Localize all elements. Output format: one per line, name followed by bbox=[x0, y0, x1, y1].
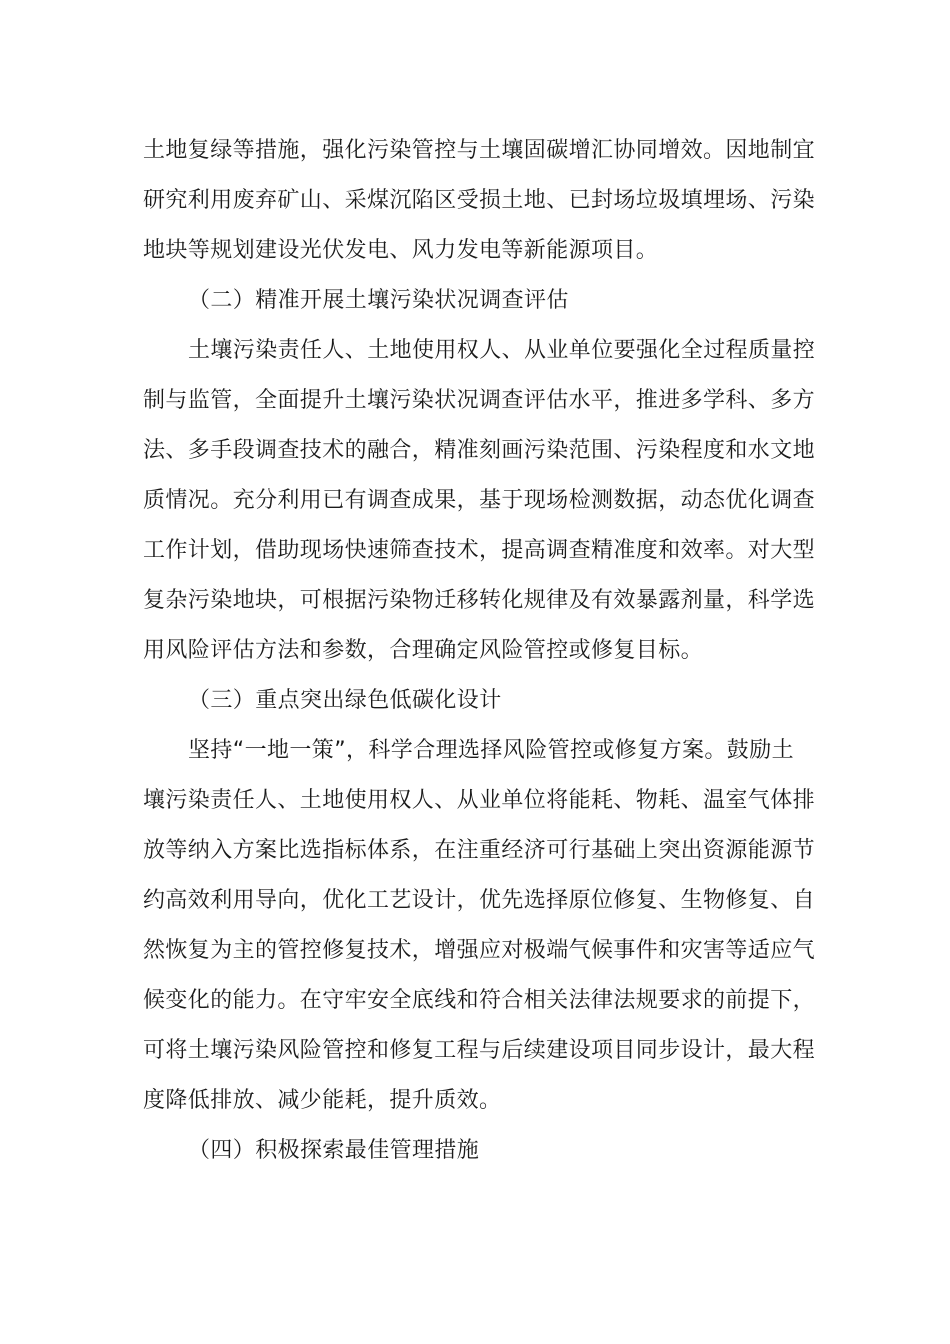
body-text-line: 制与监管，全面提升土壤污染状况调查评估水平，推进多学科、多方 bbox=[143, 388, 816, 413]
body-text-line: 复杂污染地块，可根据污染物迁移转化规律及有效暴露剂量，科学选 bbox=[143, 588, 816, 613]
body-text-line: 研究利用废弃矿山、采煤沉陷区受损土地、已封场垃圾填埋场、污染 bbox=[143, 188, 816, 213]
body-text-line: 质情况。充分利用已有调查成果，基于现场检测数据，动态优化调查 bbox=[143, 488, 816, 513]
body-text-line: 法、多手段调查技术的融合，精准刻画污染范围、污染程度和水文地 bbox=[143, 438, 816, 463]
body-text-line: 工作计划，借助现场快速筛查技术，提高调查精准度和效率。对大型 bbox=[143, 538, 816, 563]
body-text-line: 约高效利用导向，优化工艺设计，优先选择原位修复、生物修复、自 bbox=[143, 888, 816, 913]
body-text-line: 地块等规划建设光伏发电、风力发电等新能源项目。 bbox=[143, 238, 659, 263]
section-heading-4: （四）积极探索最佳管理措施 bbox=[188, 1138, 480, 1163]
body-text-line: 土地复绿等措施，强化污染管控与土壤固碳增汇协同增效。因地制宜 bbox=[143, 138, 816, 163]
body-text-line: 用风险评估方法和参数，合理确定风险管控或修复目标。 bbox=[143, 638, 704, 663]
body-text-line: 壤污染责任人、土地使用权人、从业单位将能耗、物耗、温室气体排 bbox=[143, 788, 816, 813]
body-text-line: 土壤污染责任人、土地使用权人、从业单位要强化全过程质量控 bbox=[188, 338, 816, 363]
body-text-line: 可将土壤污染风险管控和修复工程与后续建设项目同步设计，最大程 bbox=[143, 1038, 816, 1063]
body-text-line: 放等纳入方案比选指标体系，在注重经济可行基础上突出资源能源节 bbox=[143, 838, 816, 863]
section-heading-2: （二）精准开展土壤污染状况调查评估 bbox=[188, 288, 569, 313]
body-text-line: 度降低排放、减少能耗，提升质效。 bbox=[143, 1088, 502, 1113]
body-text-line: 候变化的能力。在守牢安全底线和符合相关法律法规要求的前提下， bbox=[143, 988, 816, 1013]
body-text-line: 然恢复为主的管控修复技术，增强应对极端气候事件和灾害等适应气 bbox=[143, 938, 816, 963]
section-heading-3: （三）重点突出绿色低碳化设计 bbox=[188, 688, 502, 713]
body-text-line: 坚持“一地一策”，科学合理选择风险管控或修复方案。鼓励土 bbox=[188, 738, 794, 763]
